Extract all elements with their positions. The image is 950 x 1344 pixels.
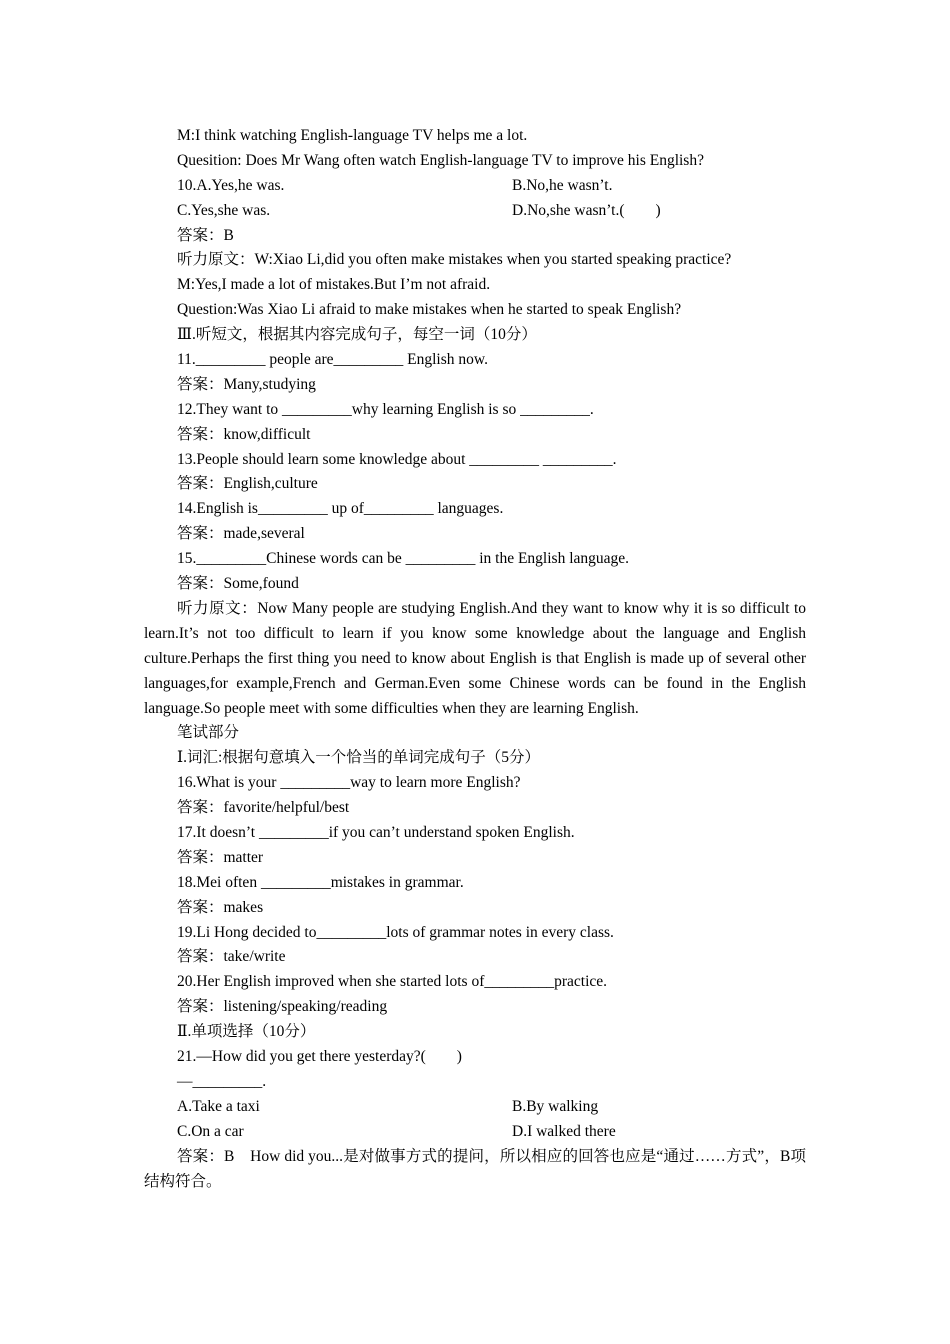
question-18: 18.Mei often _________mistakes in grammar. <box>177 873 464 891</box>
q21-options-row-1 <box>144 1095 806 1120</box>
section-heading: Ⅰ.词汇:根据句意填入一个恰当的单词完成句子（5分） <box>177 749 541 767</box>
section-heading: Ⅱ.单项选择（10分） <box>177 1023 316 1041</box>
q10-option-c: C.Yes,she was. <box>177 201 271 219</box>
q21-option-b: B.By walking <box>512 1097 599 1115</box>
answer-16: 答案：favorite/helpful/best <box>177 799 350 817</box>
question-14: 14.English is_________ up of_________ languages. <box>177 500 504 518</box>
q10-option-a: 10.A.Yes,he was. <box>177 176 285 194</box>
answer-17: 答案：matter <box>177 848 264 866</box>
dialogue-line: M:I think watching English-language TV helps me a lot. <box>177 127 528 144</box>
q10-options-row-2 <box>144 199 806 224</box>
document-page <box>144 124 806 1194</box>
question-11: 11._________ people are_________ English now. <box>177 351 488 369</box>
q21-option-c: C.On a car <box>177 1122 244 1140</box>
q10-option-d: D.No,she wasn’t.( ) <box>512 201 661 219</box>
dialogue-line: M:Yes,I made a lot of mistakes.But I’m not afraid. <box>177 276 491 294</box>
question-19: 19.Li Hong decided to_________lots of grammar notes in every class. <box>177 923 614 941</box>
transcript-passage: 听力原文：Now Many people are studying English.And they want to know why it is so difficult to learn.It’s not too difficult to learn if you know some knowledge about the language and English culture.Perhaps the first thing you need to know about English is that English is made up of several other languages,for example,French and German.Even some Chinese words can be found in the English language.So people meet with some difficulties when they are learning English. <box>144 599 806 717</box>
answer-14: 答案：made,several <box>177 525 305 543</box>
question-13: 13.People should learn some knowledge about _________ _________. <box>177 450 617 468</box>
transcript-line: 听力原文：W:Xiao Li,did you often make mistakes when you started speaking practice? <box>177 251 732 269</box>
q21-option-a: A.Take a taxi <box>177 1097 260 1115</box>
section-heading: Ⅲ.听短文，根据其内容完成句子，每空一词（10分） <box>177 326 537 344</box>
q21-options-row-2 <box>144 1120 806 1145</box>
question-line: Quesition: Does Mr Wang often watch English-language TV to improve his English? <box>177 151 704 169</box>
question-21-blank: —_________. <box>177 1072 267 1090</box>
section-heading: 笔试部分 <box>177 724 240 742</box>
q21-option-d: D.I walked there <box>512 1122 616 1140</box>
question-15: 15._________Chinese words can be _________ in the English language. <box>177 550 630 568</box>
answer-11: 答案：Many,studying <box>177 375 316 393</box>
q10-options-row-1 <box>144 174 806 199</box>
answer-21-explanation: 答案：B How did you...是对做事方式的提问，所以相应的回答也应是“通过……方式”，B项结构符合。 <box>144 1147 806 1190</box>
question-20: 20.Her English improved when she started lots of_________practice. <box>177 973 608 991</box>
question-16: 16.What is your _________way to learn more English? <box>177 774 521 792</box>
question-line: Question:Was Xiao Li afraid to make mistakes when he started to speak English? <box>177 301 682 319</box>
question-12: 12.They want to _________why learning English is so _________. <box>177 400 594 418</box>
answer-18: 答案：makes <box>177 898 264 916</box>
q10-option-b: B.No,he wasn’t. <box>512 176 613 194</box>
answer-20: 答案：listening/speaking/reading <box>177 998 388 1016</box>
question-17: 17.It doesn’t _________if you can’t understand spoken English. <box>177 824 575 842</box>
question-21: 21.—How did you get there yesterday?( ) <box>177 1048 462 1066</box>
answer-19: 答案：take/write <box>177 948 286 966</box>
answer-13: 答案：English,culture <box>177 475 318 493</box>
answer-line: 答案：B <box>177 226 234 244</box>
answer-15: 答案：Some,found <box>177 575 299 593</box>
answer-12: 答案：know,difficult <box>177 425 311 443</box>
